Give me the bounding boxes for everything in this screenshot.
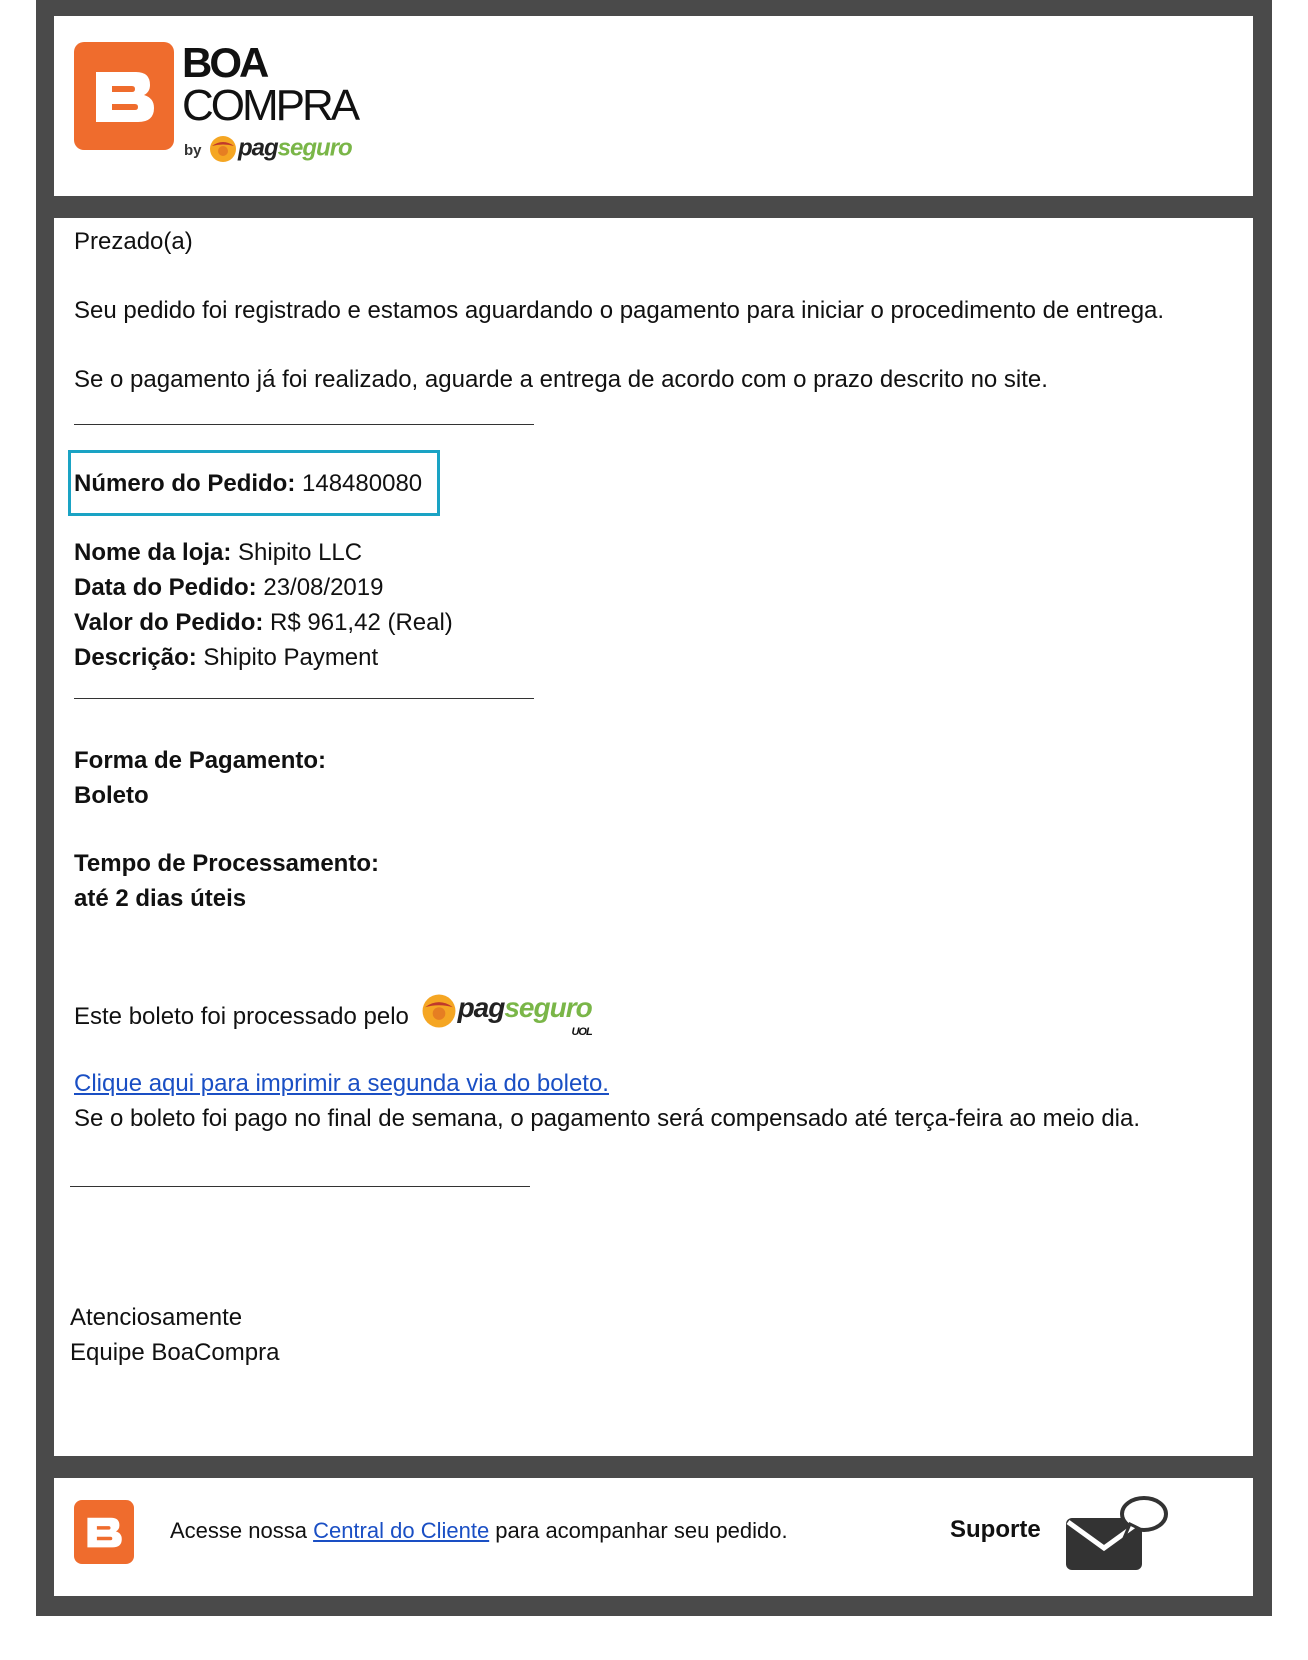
store-name-label: Nome da loja: [74, 539, 232, 566]
store-name [74, 535, 362, 571]
order-description [74, 640, 378, 676]
processed-by [74, 992, 592, 1038]
order-description-label: Descrição: [74, 644, 197, 671]
support-label[interactable]: Suporte [950, 1516, 1041, 1543]
order-date-label: Data do Pedido: [74, 574, 257, 601]
processing-time-label: Tempo de Processamento: [74, 850, 379, 877]
divider-2 [74, 698, 534, 699]
divider-1 [74, 424, 534, 425]
paragraph-registered: Seu pedido foi registrado e estamos aguardando o pagamento para iniciar o procedimento de entrega. [74, 297, 1165, 324]
divider-3 [70, 1186, 530, 1187]
email-frame [36, 0, 1272, 1616]
email-body [54, 218, 1253, 1456]
footer-text-after: para acompanhar seu pedido. [489, 1518, 788, 1543]
print-boleto-link-row [74, 1066, 609, 1102]
paragraph-if-paid: Se o pagamento já foi realizado, aguarde a entrega de acordo com o prazo descrito no site. [74, 366, 1048, 393]
uol-mark: UOL [571, 1026, 592, 1038]
store-name-value: Shipito LLC [238, 539, 363, 566]
logo-by: by [184, 142, 202, 159]
order-date [74, 570, 383, 606]
footer-message [170, 1518, 788, 1544]
footer-text-before: Acesse nossa [170, 1518, 314, 1543]
processed-by-text: Este boleto foi processado pelo [74, 1003, 409, 1031]
print-boleto-link[interactable]: Clique aqui para imprimir a segunda via do boleto. [74, 1070, 609, 1097]
order-amount-label: Valor do Pedido: [74, 609, 264, 636]
pagseguro-ball-icon [208, 134, 238, 164]
order-amount [74, 605, 453, 641]
signoff-line1: Atenciosamente [70, 1304, 243, 1331]
order-description-value: Shipito Payment [203, 644, 379, 671]
support-envelope-icon[interactable] [1062, 1490, 1172, 1585]
order-number-value: 148480080 [302, 470, 423, 497]
order-number [74, 466, 422, 502]
customer-center-link[interactable]: Central do Cliente [313, 1518, 490, 1543]
greeting: Prezado(a) [74, 228, 193, 255]
payment-method-label: Forma de Pagamento: [74, 747, 327, 774]
weekend-note: Se o boleto foi pago no final de semana, o pagamento será compensado até terça-feira ao meio dia. [74, 1105, 1141, 1132]
email-header [54, 16, 1253, 196]
logo-line-boa: BOA [182, 39, 267, 86]
boacompra-wordmark [182, 39, 358, 162]
email-footer [54, 1478, 1253, 1596]
boacompra-logo-icon [74, 42, 174, 150]
signoff-line2: Equipe BoaCompra [70, 1339, 280, 1366]
pagseguro-uol-logo: pagseguro UOL [420, 990, 592, 1030]
processing-time-value: até 2 dias úteis [74, 885, 247, 912]
order-date-value: 23/08/2019 [263, 574, 384, 601]
order-number-label: Número do Pedido: [74, 470, 296, 497]
order-amount-value: R$ 961,42 (Real) [270, 609, 453, 636]
logo-line-compra: COMPRA [182, 81, 358, 130]
pagseguro-ball-icon [420, 992, 458, 1030]
pagseguro-logo: pagseguro [208, 134, 352, 164]
boacompra-small-logo-icon [74, 1500, 134, 1564]
payment-method-value: Boleto [74, 782, 149, 809]
